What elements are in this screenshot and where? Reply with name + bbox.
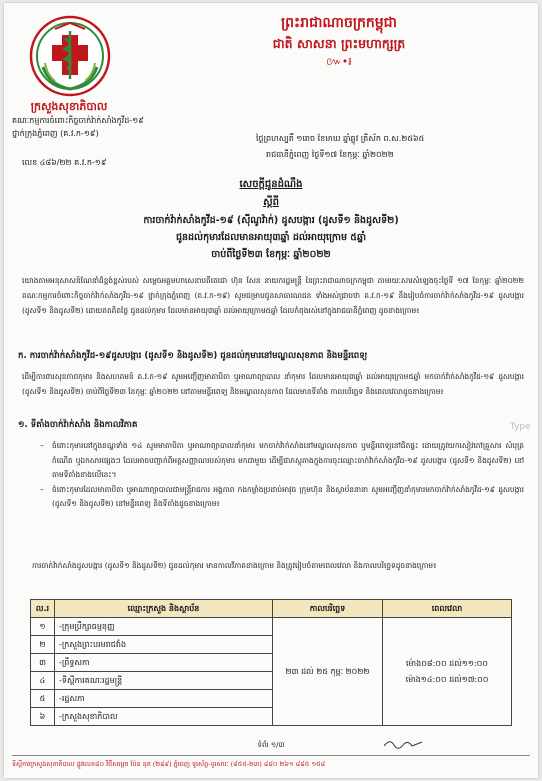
table-header-row — [31, 600, 512, 618]
intro-paragraph: យោងតាមអនុសាសន៍ណែនាំដ៏ខ្ពង់ខ្ពស់របស់ សម្តេចអគ្គមហាសេនាបតីតេជោ ហ៊ុន សែន នាយករដ្ឋមន្ត្រី នៃព្រះរាជាណាចក្រកម្ពុជា តាមរយៈសារសំឡេងចុះថ្ងៃទី ១៧ ខែកុម្ភៈ ឆ្នាំ២០២២ គណៈកម្មការចំពោះកិច្ចចាក់វ៉ាក់សាំងកូវីដ-១៩ ថ្នាក់ក្រុងភ្នំពេញ (គ.វ.ក-១៩) សូមជម្រាបជូនសាធារណជន ទាំងអស់ជ្រាបថា គ.វ.ក-១៩ នឹងរៀបចំការចាក់វ៉ាក់សាំងកូវីដ-១៩ ដូសបង្ការ (ដូសទី១ និងដូសទី២) ដោយឥតគិតថ្លៃ ជូនដល់កុមារ ដែលមានអាយុ៣ឆ្នាំ ដល់អាយុក្រោម៥ឆ្នាំ ដែលកំពុងរស់នៅក្នុងរាជធានីភ្នំពេញ ដូចខាងក្រោម៖ — [22, 276, 524, 315]
schedule-table — [30, 599, 512, 726]
header-ornament: ៚•៛ — [326, 55, 352, 68]
notice-subject-line: ការចាក់វ៉ាក់សាំងកូវីដ-១៩ (ស៊ីណូវ៉ាក់) ដូសបង្ការ (ដូសទី១ និងដូសទី២) — [143, 215, 399, 226]
notice-title: សេចក្តីជូនដំណឹង — [239, 179, 303, 190]
kingdom-heading: ព្រះរាជាណាចក្រកម្ពុជា — [280, 15, 397, 31]
list-item: – ចំពោះកុមារនៅក្នុងខណ្ឌទាំង ១៤ សូមមាតាបិតា ឬអាណាព្យាបាលនាំកុមារ មកចាក់វ៉ាក់សាំងនៅមណ្ឌលសុខភាព ឬមន្ទីរពេទ្យនៅជិតផ្ទះ ដោយត្រូវយកសៀវភៅគ្រួសារ សំបុត្រកំណើត ឬឯកសារផ្សេងៗ ដែលអាចបញ្ជាក់ពីអត្តសញ្ញាណរបស់កុមារ មកជាមួយ ដើម្បីជាភស្តុតាងក្នុងការចុះឈ្មោះចាក់វ៉ាក់សាំងកូវីដ-១៩ ដូសបង្ការ (ដូសទី១ និងដូសទី២) នៅតាមទីតាំងខាងលើនេះ។ — [40, 441, 524, 479]
schedule-date: ២៣ ដល់ ២៥ កុម្ភៈ ២០២២ — [273, 618, 383, 726]
notice-start-date: ចាប់ពីថ្ងៃទី២៣ ខែកុម្ភៈ ឆ្នាំ២០២២ — [211, 249, 331, 260]
institution-name: -ព្រឹទ្ធសភា — [55, 654, 273, 672]
page-number: ទំព័រ ១/៣ — [257, 741, 285, 749]
morning-time: ម៉ោង០៨:០០ ដល់១១:០០ — [406, 658, 488, 668]
schedule-intro: ការចាក់វ៉ាក់សាំងដូសបង្ការ (ដូសទី១ និងដូសទី២) ជូនដល់កុមារ មានកាលវិភាគខាងក្រោម និងត្រូវរៀបចំតាមពេលវេលា និងកាលបរិច្ឆេទដូចខាងក្រោម៖ — [32, 561, 437, 570]
list-item: – ចំពោះកុមារដែលមាតាបិតា ឬអាណាព្យាបាលជាមន្ត្រីរាជការ អង្គភាព កងកម្លាំងប្រដាប់អាវុធ ក្រុមហ៊ុន និងស្ថាប័ននានា សូមអញ្ជើញនាំកុមារមកចាក់វ៉ាក់សាំងកូវីដ-១៩ ដូសបង្ការ (ដូសទី១ និងដូសទី២) នៅមន្ទីរពេទ្យ និងទីតាំងដូចខាងក្រោម៖ — [40, 484, 524, 508]
committee-name: គណៈកម្មការចំពោះកិច្ចចាក់វ៉ាក់សាំងកូវីដ-១៩ — [12, 116, 144, 125]
row-number: ៤ — [31, 672, 55, 690]
ministry-name: ក្រសួងសុខាភិបាល — [30, 100, 108, 113]
reference-number: លេខ ៤៨៦/២២ គ.វ.ក-១៩ — [22, 158, 107, 167]
institution-name: -ទីស្តីការគណៈរដ្ឋមន្ត្រី — [55, 672, 273, 690]
notice-subject-label: ស្តីពី — [263, 197, 279, 208]
section-a-heading: ក. ការចាក់វ៉ាក់សាំងកូវីដ-១៩ដូសបង្ការ (ដូសទី១ និងដូសទី២) ជូនដល់កុមារនៅមណ្ឌលសុខភាព និងមន្ទីរពេទ្យ — [18, 351, 368, 361]
row-number: ៦ — [31, 708, 55, 726]
signature-mark-icon — [382, 736, 442, 750]
institution-name: -ក្រុមប្រឹក្សាធម្មនុញ្ញ — [55, 618, 273, 636]
column-header: ល.រ — [31, 600, 55, 618]
section-1-heading: ១. ទីតាំងចាក់វ៉ាក់សាំង និងកាលវិភាគ — [18, 420, 138, 430]
institution-name: -ក្រសួងសុខាភិបាល — [55, 708, 273, 726]
row-number: ៣ — [31, 654, 55, 672]
schedule-time — [383, 618, 512, 726]
column-header: កាលបរិច្ឆេទ — [273, 600, 383, 618]
institution-name: -រដ្ឋសភា — [55, 690, 273, 708]
lunar-date: ថ្ងៃព្រហស្បតិ៍ ១រោច ខែមាឃ ឆ្នាំឆ្លូវ ត្រីស័ក ព.ស.២៥៦៥ — [256, 134, 425, 143]
solar-date: រាជធានីភ្នំពេញ ថ្ងៃទី១៧ ខែកុម្ភៈ ឆ្នាំ២០២២ — [266, 150, 394, 159]
table-row — [31, 618, 512, 636]
footer-divider — [12, 755, 530, 756]
row-number: ១ — [31, 618, 55, 636]
row-number: ៥ — [31, 690, 55, 708]
committee-city: ថ្នាក់ក្រុងភ្នំពេញ (គ.វ.ក-១៩) — [12, 129, 99, 138]
notice-target-group: ជូនដល់កុមារដែលមានអាយុ៣ឆ្នាំ ដល់អាយុក្រោម ៥ឆ្នាំ — [175, 232, 367, 243]
institution-name: -ក្រសួងព្រះបរមរាជវាំង — [55, 636, 273, 654]
column-header: ឈ្មោះក្រសួង និងស្ថាប័ន — [55, 600, 273, 618]
row-number: ២ — [31, 636, 55, 654]
document-page — [4, 3, 538, 778]
ministry-of-health-logo-icon — [29, 15, 111, 97]
watermark-text: Type — [510, 422, 531, 432]
afternoon-time: ម៉ោង១៤:០០ ដល់១៧:០០ — [405, 674, 489, 684]
bullet-list — [40, 439, 524, 512]
footer-address: ទីស្តីការក្រសួងសុខាភិបាល ផ្លូវលេខ៨០ វិថីសម្តេច ប៉ែន នុត (២៨៩) ភ្នំពេញ ទូរស័ព្ទ-ទូរសារៈ (៨៥៥-២៣) ៨៨០ ២៦១ ៨៨៥ ១៥៨ — [12, 760, 326, 768]
section-a-paragraph: ដើម្បីការពារសុខភាពកុមារ និងសហគមន៍ គ.វ.ក-១៩ សូមអញ្ជើញមាតាបិតា ឬអាណាព្យាបាល នាំកុមារ ដែលមានអាយុ៣ឆ្នាំ ដល់អាយុក្រោម៥ឆ្នាំ មកចាក់វ៉ាក់សាំងកូវីដ-១៩ ដូសបង្ការ (ដូសទី១ និងដូសទី២) ចាប់ពីថ្ងៃទី២៣ ខែកុម្ភៈ ឆ្នាំ២០២២ នៅតាមមន្ទីរពេទ្យ និងមណ្ឌលសុខភាព ដែលមានទីតាំង កាលបរិច្ឆេទ និងពេលវេលាដូចខាងក្រោម៖ — [22, 372, 524, 396]
column-header: ពេលវេលា — [383, 600, 512, 618]
national-motto: ជាតិ សាសនា ព្រះមហាក្សត្រ — [272, 36, 406, 51]
